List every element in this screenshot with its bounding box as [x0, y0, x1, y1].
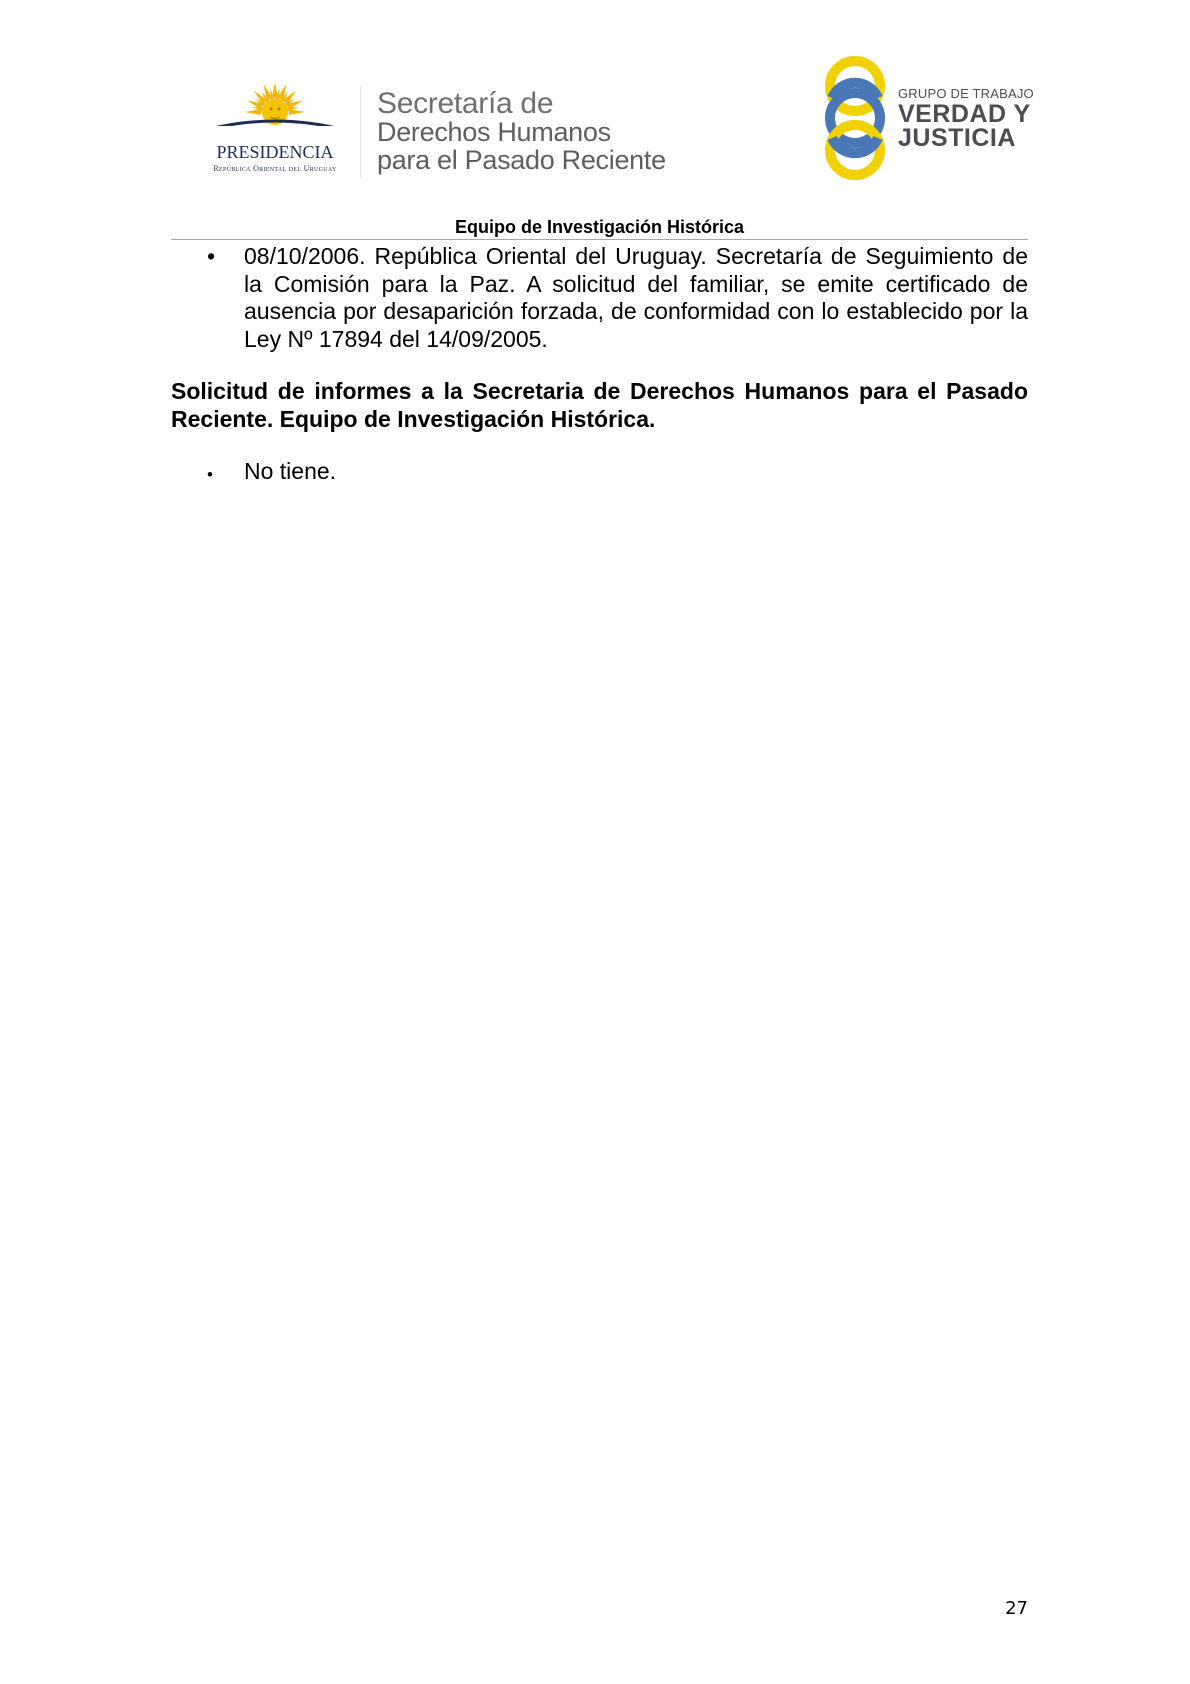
presidencia-logo — [196, 80, 354, 178]
grupo-trabajo-line-1: GRUPO DE TRABAJO — [898, 86, 1034, 101]
list-item — [171, 458, 1028, 486]
page-number: 27 — [1005, 1598, 1028, 1619]
grupo-trabajo-line-2: VERDAD Y — [898, 100, 1031, 128]
section-heading: Solicitud de informes a la Secretaria de Derechos Humanos para el Pasado Reciente. Equipo de Investigación Histórica. — [171, 378, 1028, 432]
secretaria-line-2: Derechos Humanos — [377, 117, 611, 147]
secretaria-logo-text — [377, 87, 707, 175]
bullet-icon: • — [207, 465, 213, 484]
verdad-justicia-logo — [820, 56, 1034, 181]
grupo-trabajo-line-3: JUSTICIA — [898, 124, 1016, 152]
bullet-icon: • — [207, 243, 216, 269]
running-header: Equipo de Investigación Histórica — [454, 217, 745, 237]
list-item-text: No tiene. — [244, 458, 337, 484]
logo-divider — [360, 86, 361, 178]
sun-emblem-icon — [196, 80, 354, 150]
list-item — [171, 243, 1028, 353]
linked-rings-icon — [820, 56, 890, 181]
record-list — [171, 243, 1028, 353]
header-rule — [171, 239, 1028, 240]
presidencia-subtitle: República Oriental del Uruguay — [213, 164, 337, 173]
reports-list — [171, 458, 1028, 486]
presidencia-title: PRESIDENCIA — [216, 142, 334, 162]
secretaria-line-3: para el Pasado Reciente — [377, 145, 666, 175]
list-item-text: 08/10/2006. República Oriental del Uruguay. Secretaría de Seguimiento de la Comisión para la Paz. A solicitud del familiar, se emite certificado de ausencia por desaparición forzada, de conformidad con lo establecido por la Ley Nº 17894 del 14/09/2005. — [244, 243, 1028, 352]
secretaria-line-1: Secretaría de — [377, 87, 554, 120]
